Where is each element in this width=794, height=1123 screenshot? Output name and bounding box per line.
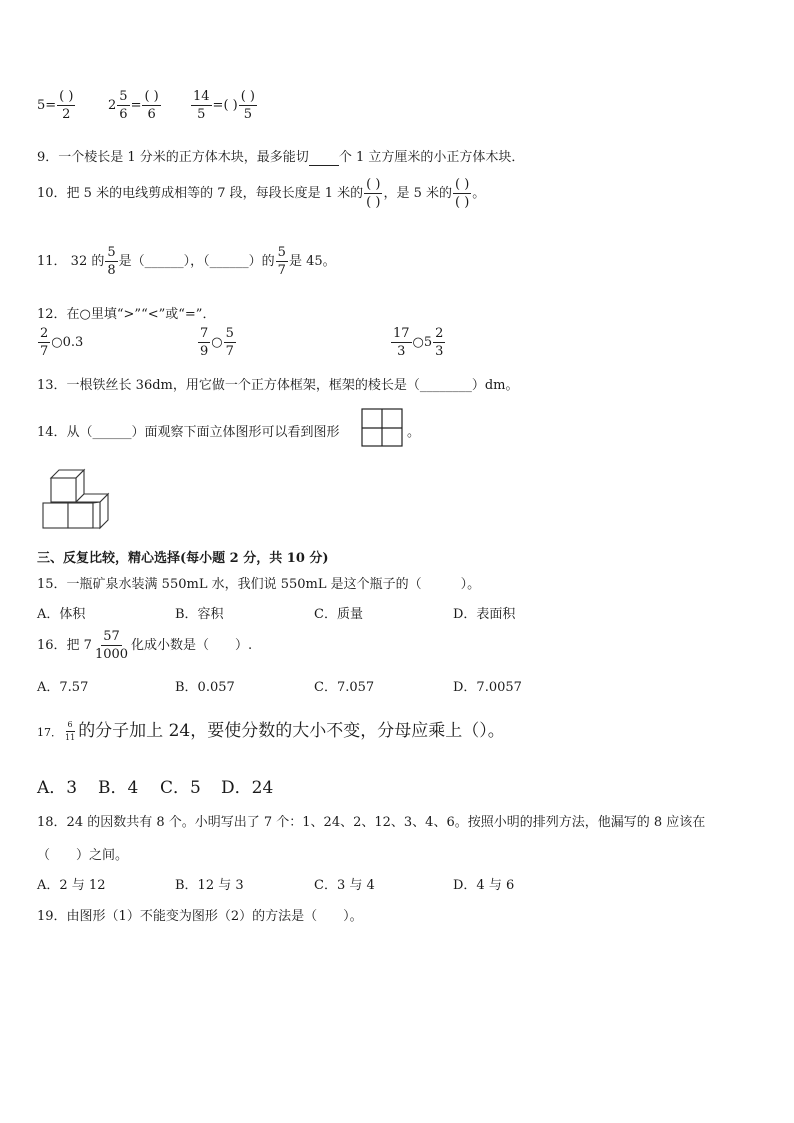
fraction: $\frac{5}{6}$ [119, 89, 128, 122]
q8-item-c: $\frac{14}{5}$ =( ) $\frac{( )}{5}$ [193, 89, 255, 122]
cube-stack-figure [40, 466, 110, 532]
q17-option-a[interactable]: A．3 [37, 778, 78, 798]
question-13: 13．一根铁丝长 36dm，用它做一个正方体框架，框架的棱长是（________）dm。 [37, 378, 519, 393]
q15-option-a[interactable]: A．体积 [37, 607, 86, 622]
question-12: 12．在○里填“>”“<”或“=”． [37, 307, 216, 322]
fraction: $\frac{5}{7}$ [277, 245, 286, 278]
q16-option-c[interactable]: C．7.057 [314, 680, 375, 695]
q18-option-c[interactable]: C．3 与 4 [314, 878, 375, 893]
section-3-title: 三、反复比较，精心选择(每小题 2 分，共 10 分) [37, 551, 329, 566]
fraction: $\frac{6}{11}$ [65, 720, 76, 742]
question-17: 17． $\frac{6}{11}$ 的分子加上 24，要使分数的大小不变，分母应乘上（）。 [37, 720, 505, 742]
view-grid-figure [361, 408, 403, 448]
fraction: $\frac{7}{9}$ [200, 326, 209, 359]
fraction: $\frac{2}{7}$ [40, 326, 49, 359]
q8-item-a: 5= $\frac{( )}{2}$ [37, 89, 74, 122]
fraction: $\frac{14}{5}$ [193, 89, 210, 122]
q16-option-a[interactable]: A．7.57 [37, 680, 89, 695]
fraction: $\frac{( )}{2}$ [59, 89, 74, 122]
q16-option-d[interactable]: D．7.0057 [453, 680, 522, 695]
fraction: $\frac{2}{3}$ [435, 326, 444, 359]
fraction: $\frac{5}{7}$ [225, 326, 234, 359]
q17-option-d[interactable]: D．24 [221, 778, 274, 798]
q15-option-d[interactable]: D．表面积 [453, 607, 516, 622]
fraction: $\frac{57}{1000}$ [94, 629, 129, 662]
question-11: 11． 32 的 $\frac{5}{8}$ 是（______），（______）的 $\frac{5}{7}$ 是 45。 [37, 245, 336, 278]
question-10: 10．把 5 米的电线剪成相等的 7 段，每段长度是 1 米的 $\frac{( )}{( )}$ ，是 5 米的 $\frac{( )}{( )}$ 。 [37, 177, 486, 210]
fraction: $\frac{17}{3}$ [393, 326, 410, 359]
answer-blank[interactable] [309, 150, 339, 166]
q12-item-b: $\frac{7}{9}$ ○ $\frac{5}{7}$ [200, 326, 234, 359]
q8-item-b: 2 $\frac{5}{6}$ = $\frac{( )}{6}$ [108, 89, 159, 122]
question-16: 16．把 7 $\frac{57}{1000}$ 化成小数是（ ）. [37, 629, 253, 662]
fraction: $\frac{( )}{6}$ [144, 89, 159, 122]
q14-end: 。 [407, 425, 421, 440]
question-18-line-2: （ ）之间。 [37, 848, 129, 863]
question-18-line-1: 18．24 的因数共有 8 个。小明写出了 7 个：1、24、2、12、3、4、6。按照小明的排列方法，他漏写的 8 应该在 [37, 815, 706, 830]
q16-option-b[interactable]: B．0.057 [175, 680, 235, 695]
q18-option-d[interactable]: D．4 与 6 [453, 878, 515, 893]
q15-option-b[interactable]: B．容积 [175, 607, 224, 622]
question-15: 15．一瓶矿泉水装满 550mL 水，我们说 550mL 是这个瓶子的（ ）。 [37, 577, 481, 592]
q12-item-a: $\frac{2}{7}$ ○0.3 [40, 326, 84, 359]
question-14: 14．从（______）面观察下面立体图形可以看到图形 [37, 425, 340, 440]
q12-item-c: $\frac{17}{3}$ ○5 $\frac{2}{3}$ [393, 326, 444, 359]
q18-option-b[interactable]: B．12 与 3 [175, 878, 244, 893]
q17-option-c[interactable]: C．5 [160, 778, 201, 798]
question-19: 19．由图形（1）不能变为图形（2）的方法是（ ）。 [37, 909, 363, 924]
fraction: $\frac{( )}{( )}$ [454, 177, 470, 210]
fraction: $\frac{( )}{5}$ [240, 89, 255, 122]
q18-option-a[interactable]: A．2 与 12 [37, 878, 106, 893]
q17-option-b[interactable]: B．4 [98, 778, 139, 798]
fraction: $\frac{( )}{( )}$ [366, 177, 381, 210]
fraction: $\frac{5}{8}$ [107, 245, 116, 278]
question-9: 9．一个棱长是 1 分米的正方体木块，最多能切 个 1 立方厘米的小正方体木块． [37, 150, 525, 165]
q15-option-c[interactable]: C．质量 [314, 607, 363, 622]
